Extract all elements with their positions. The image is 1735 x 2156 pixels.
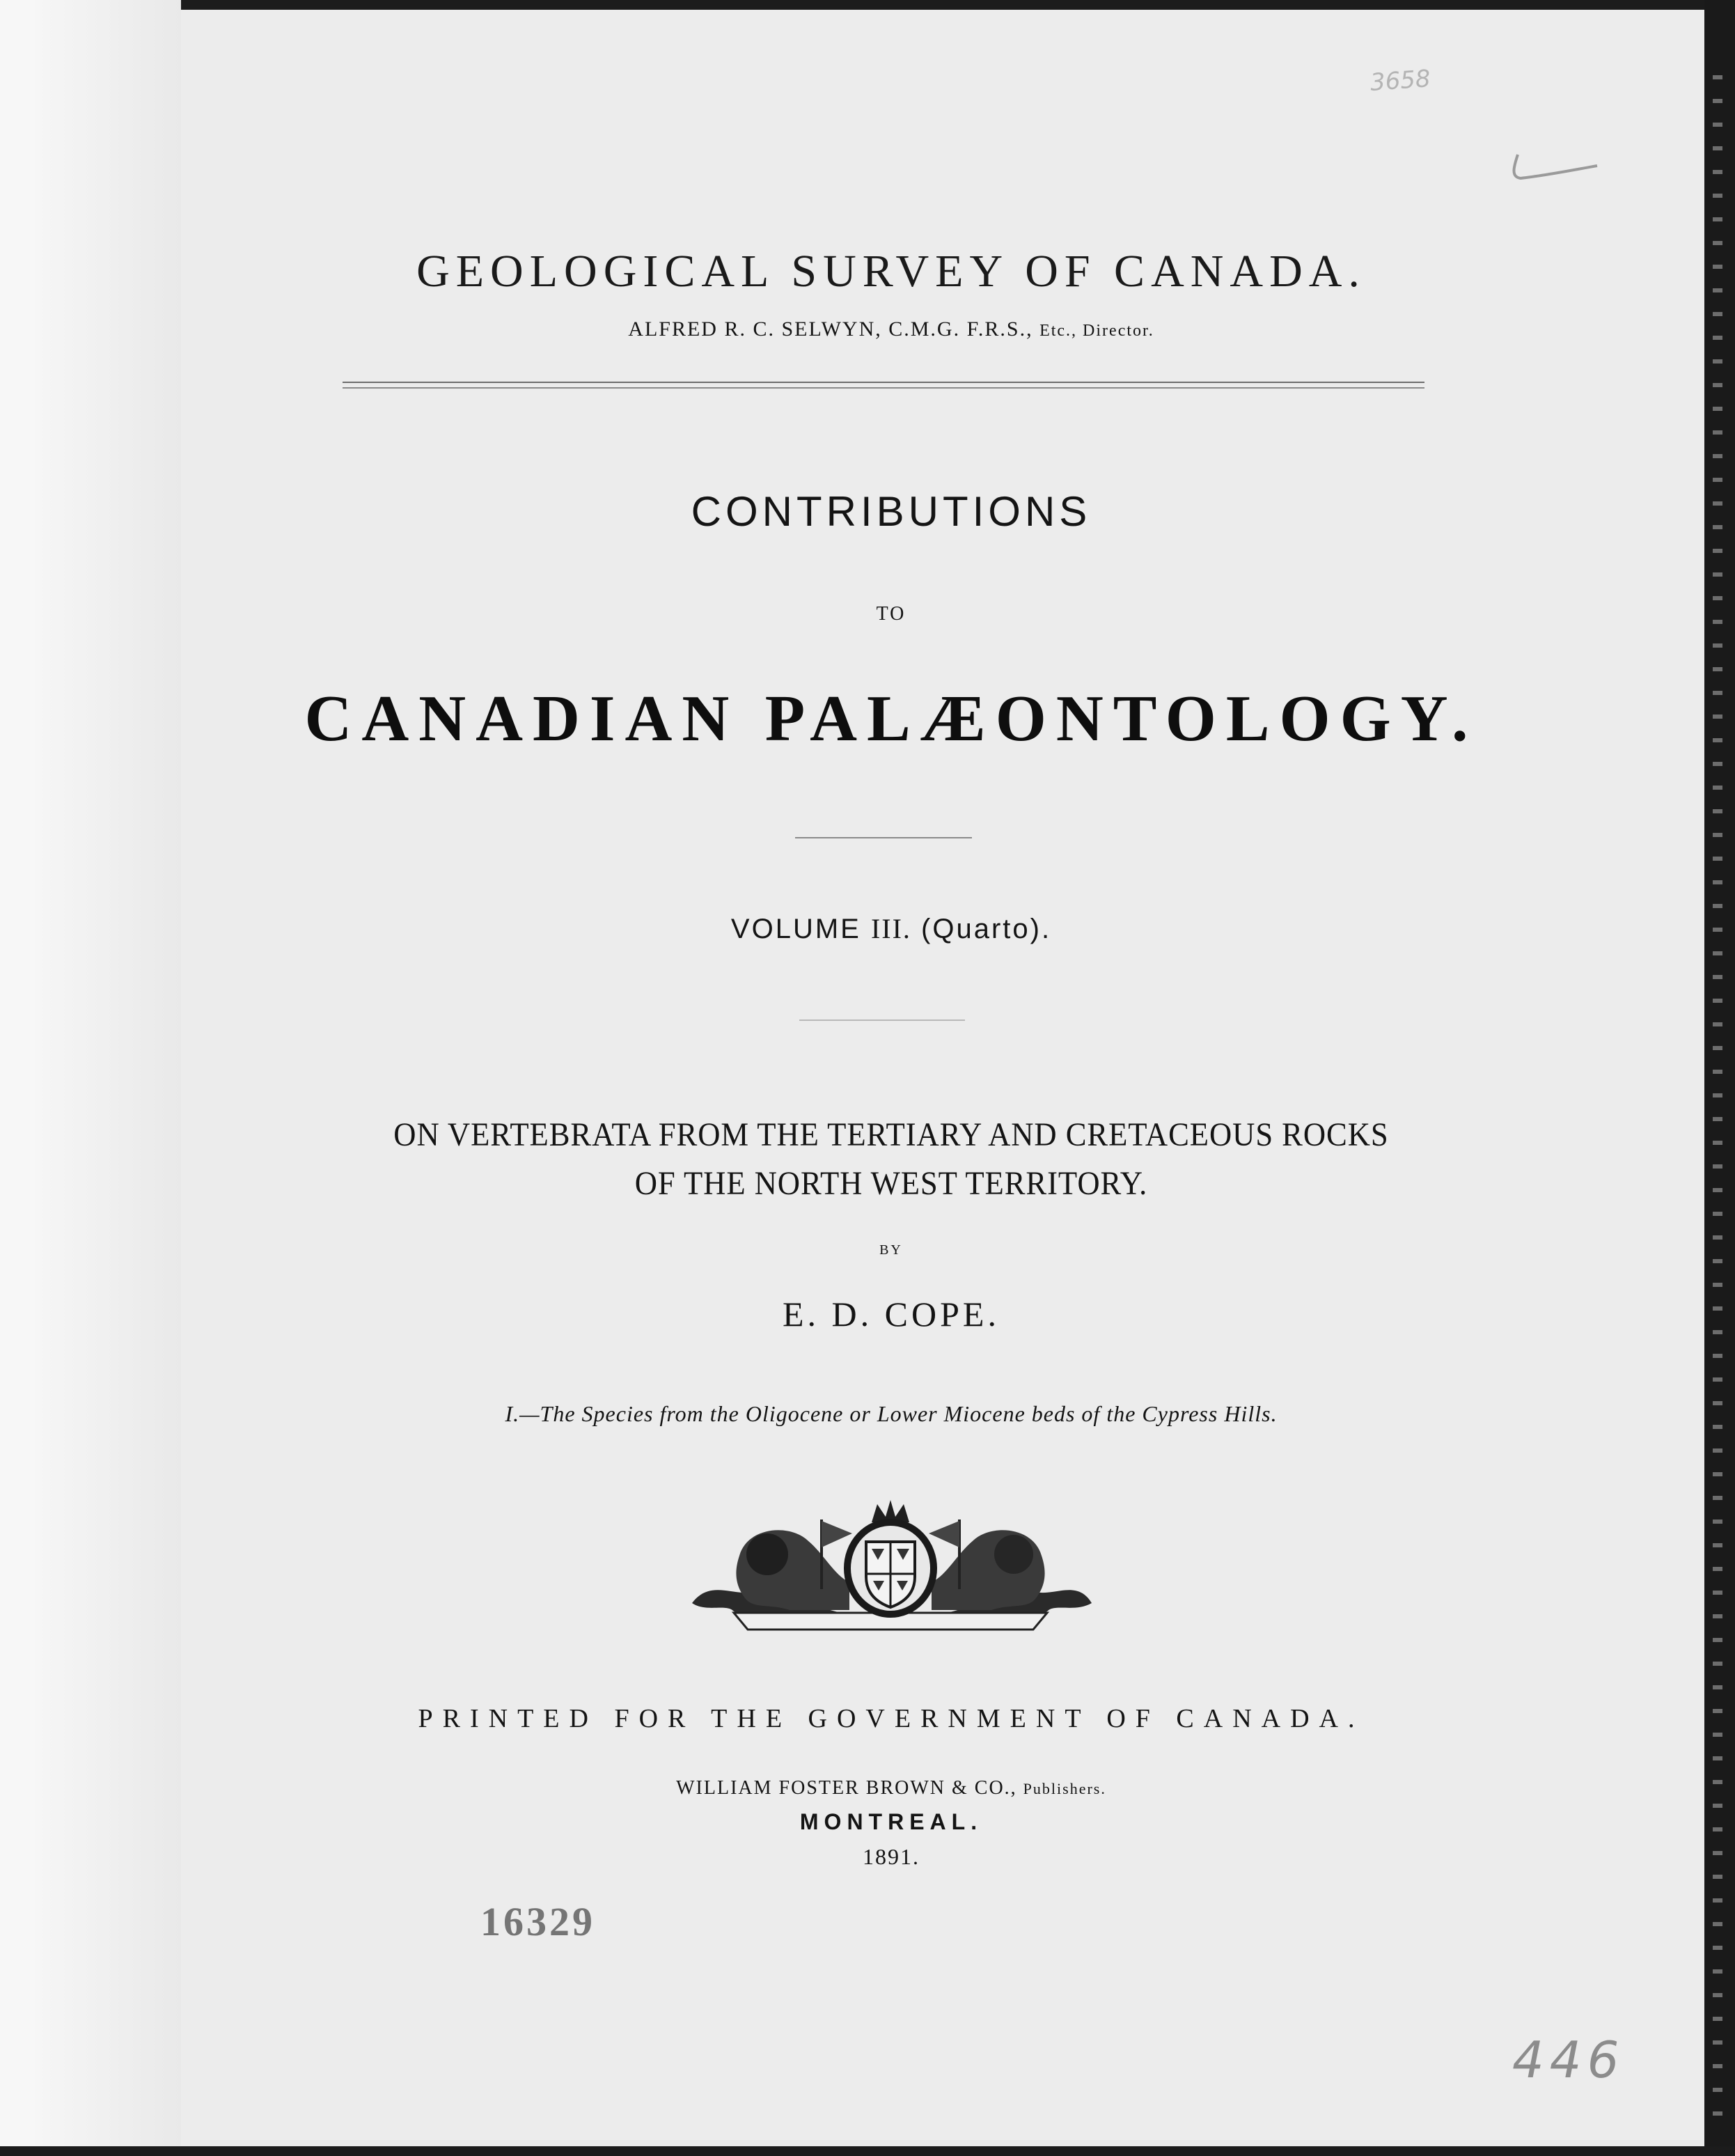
pencil-note-bottom: 446 xyxy=(1512,2031,1625,2089)
publisher-line xyxy=(181,1777,1601,1799)
contributions-heading: CONTRIBUTIONS xyxy=(691,488,1092,535)
scan-bottom-border xyxy=(0,2146,1735,2156)
volume-format: (Quarto). xyxy=(911,914,1052,944)
short-rule-divider xyxy=(795,837,972,838)
subject-line-1: ON VERTEBRATA FROM THE TERTIARY AND CRETACEOUS ROCKS xyxy=(393,1116,1389,1153)
pencil-stroke-mark xyxy=(1504,146,1601,188)
double-rule-divider xyxy=(343,382,1424,389)
scan-right-sprocket-holes xyxy=(1713,56,1722,2117)
to-connector: TO xyxy=(876,603,906,625)
publication-city: MONTREAL. xyxy=(799,1809,983,1834)
volume-number: III. xyxy=(870,913,911,944)
library-accession-stamp: 16329 xyxy=(480,1899,595,1944)
page-fold-shadow xyxy=(35,0,181,2156)
volume-label: VOLUME xyxy=(730,914,871,944)
publication-year: 1891. xyxy=(863,1844,920,1869)
director-name: ALFRED R. C. SELWYN, C.M.G. F.R.S., xyxy=(628,318,1040,341)
pencil-note-top: 3658 xyxy=(1369,65,1431,97)
survey-title: GEOLOGICAL SURVEY OF CANADA. xyxy=(416,246,1366,297)
printed-for-line: PRINTED FOR THE GOVERNMENT OF CANADA. xyxy=(418,1704,1365,1733)
director-line xyxy=(181,318,1601,341)
subject-line-2: OF THE NORTH WEST TERRITORY. xyxy=(634,1165,1148,1202)
publisher-role: Publishers. xyxy=(1023,1780,1106,1797)
by-connector: BY xyxy=(879,1242,903,1258)
publisher-name: WILLIAM FOSTER BROWN & CO., xyxy=(676,1777,1023,1799)
short-rule-divider-2 xyxy=(799,1020,965,1021)
part-title: I.—The Species from the Oligocene or Lower Miocene beds of the Cypress Hills. xyxy=(505,1401,1278,1426)
director-title: Etc., Director. xyxy=(1039,322,1154,340)
volume-line xyxy=(181,912,1601,945)
main-title: CANADIAN PALÆONTOLOGY. xyxy=(304,682,1478,755)
author-name: E. D. COPE. xyxy=(783,1295,1000,1334)
scan-top-border xyxy=(0,0,1735,10)
scan-left-margin xyxy=(0,0,36,2156)
royal-coat-of-arms-icon xyxy=(685,1499,1096,1635)
